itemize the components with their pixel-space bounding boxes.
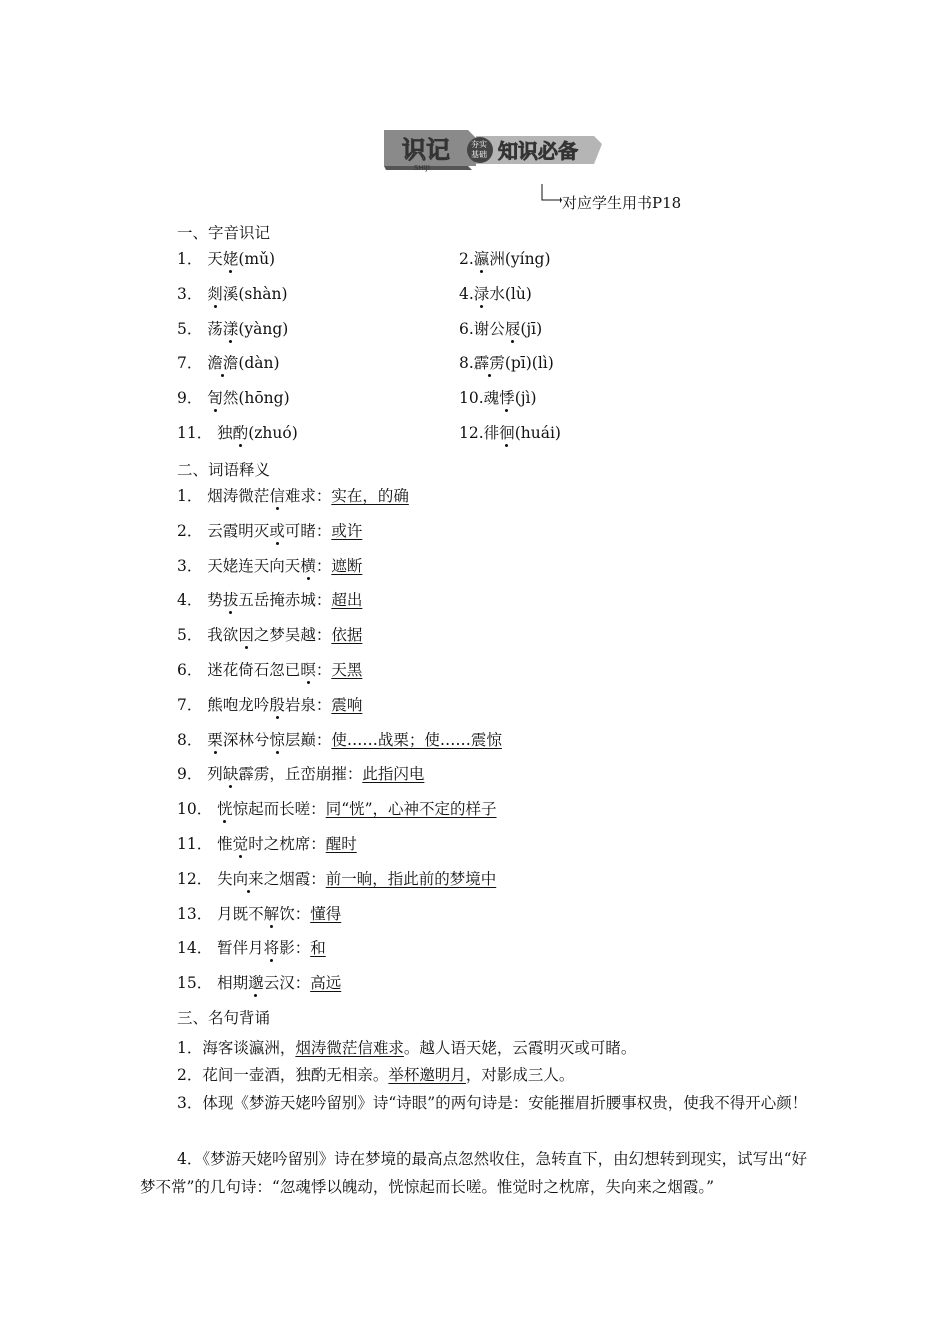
item-pinyin: (zhuó) <box>248 424 298 442</box>
item-pinyin: (jī) <box>520 319 543 338</box>
item-text: 难求： <box>284 487 332 505</box>
definition-answer: 超出 <box>331 591 363 610</box>
item-pinyin: (yàng) <box>238 319 289 338</box>
section-2-title: 二、词语释义 <box>177 461 271 479</box>
definition-item <box>177 834 357 854</box>
pronunciation-item <box>177 249 275 269</box>
item-text: 荡 <box>207 319 223 338</box>
item-number: 14． <box>177 939 218 958</box>
definition-item <box>177 695 362 715</box>
item-number: 12. <box>459 424 484 442</box>
emphasis-char: 缺 <box>222 765 239 784</box>
item-number: 5． <box>177 626 208 645</box>
definition-answer: 高远 <box>310 974 342 993</box>
emphasis-char: 或 <box>269 521 285 540</box>
recitation-item <box>177 1061 809 1089</box>
pronunciation-item <box>459 249 551 269</box>
banner-small-2: 基础 <box>471 150 487 159</box>
item-number: 13． <box>177 904 218 923</box>
item-text: 花间一壶酒，独酌无相亲。 <box>202 1066 389 1084</box>
item-number: 6． <box>177 661 208 679</box>
item-number: 4． <box>177 591 208 610</box>
pronunciation-item <box>177 319 288 339</box>
recitation-item <box>177 1034 809 1062</box>
banner-sub: SHIJI <box>414 164 430 172</box>
item-pinyin: (huái) <box>514 424 561 442</box>
emphasis-char: 因 <box>238 626 254 645</box>
definition-item <box>177 973 341 993</box>
item-text: ： <box>315 661 332 679</box>
pronunciation-item <box>459 319 542 339</box>
emphasis-char: 渌 <box>473 284 490 303</box>
emphasis-char: 霹雳 <box>473 354 505 373</box>
item-number: 3． <box>177 556 208 575</box>
emphasis-char: 訇 <box>207 389 223 408</box>
definition-item <box>177 938 326 958</box>
item-text: 。越人语天姥，云霞明灭或可睹。 <box>403 1039 637 1057</box>
item-pinyin: 溪(shàn) <box>222 284 288 303</box>
emphasis-char: 惊 <box>269 730 285 749</box>
emphasis-char: 瀛 <box>473 250 490 268</box>
emphasis-char: 徊 <box>499 424 515 442</box>
emphasis-char: 殷 <box>269 695 285 714</box>
emphasis-char: 向来 <box>232 869 264 888</box>
item-text: 迷花倚石忽已 <box>207 661 301 679</box>
item-text: 我欲 <box>207 626 239 645</box>
item-pinyin: (jì) <box>514 389 537 408</box>
section-1-title: 一、字音识记 <box>177 224 271 242</box>
item-pinyin: (mǔ) <box>238 250 276 268</box>
item-number: 9． <box>177 389 208 408</box>
item-text: 《梦游天姥吟留别》诗在梦境的最高点忽然收住，急转直下，由幻想转到现实，试写出“好梦不常”的几句诗：“忽魂悸以魄动，恍惊起而长嗟。惟觉时之枕席，失向来之烟霞。” <box>140 1150 808 1196</box>
item-text: 影： <box>279 939 311 958</box>
definition-item <box>177 764 424 784</box>
emphasis-char: 屐 <box>504 319 521 338</box>
item-number: 2． <box>177 1066 203 1084</box>
pronunciation-item <box>177 388 290 408</box>
recitation-answer: 举杯邀明月 <box>388 1066 466 1084</box>
item-text: 失 <box>217 869 233 888</box>
banner-main-2: 知识必备 <box>498 139 578 163</box>
item-number: 3． <box>177 284 208 303</box>
emphasis-char: 姥 <box>222 250 239 268</box>
definition-item <box>177 486 409 506</box>
item-number: 9． <box>177 765 208 784</box>
item-number: 1． <box>177 1039 203 1057</box>
item-number: 10． <box>177 800 218 819</box>
definition-answer: 实在，的确 <box>331 487 409 505</box>
emphasis-char: 剡 <box>207 284 223 303</box>
item-text: 体现《梦游天姥吟留别》诗“诗眼”的两句诗是：安能摧眉折腰事权贵，使我不得开心颜！ <box>202 1094 808 1112</box>
item-text: 惊起而长嗟： <box>232 800 326 819</box>
item-text: 谢公 <box>473 319 505 338</box>
emphasis-char: 暝 <box>300 661 316 679</box>
item-text: 云汉： <box>263 974 311 993</box>
item-text: 之梦吴越： <box>253 626 332 645</box>
item-text: 深林兮 <box>222 730 270 749</box>
item-text: 之烟霞： <box>263 869 326 888</box>
item-number: 11． <box>177 424 218 442</box>
definition-answer: 此指闪电 <box>362 765 425 784</box>
emphasis-char: 澹澹 <box>207 354 239 373</box>
emphasis-char: 邈 <box>248 974 264 993</box>
definition-answer: 使……战栗；使……震惊 <box>331 730 502 749</box>
pronunciation-item <box>177 284 288 304</box>
pronunciation-item <box>459 353 554 373</box>
item-text: 岩泉： <box>284 695 332 714</box>
emphasis-char: 栗 <box>207 730 223 749</box>
definition-item <box>177 730 502 750</box>
item-text: 天 <box>207 250 223 268</box>
item-pinyin: 水(lù) <box>489 284 532 303</box>
item-text: 海客谈瀛洲， <box>202 1039 296 1057</box>
emphasis-char: 漾 <box>222 319 239 338</box>
recitation-item <box>140 1145 809 1201</box>
item-number: 6. <box>459 319 474 338</box>
item-text: ，对影成三人。 <box>465 1066 575 1084</box>
definition-answer: 醒时 <box>325 835 357 853</box>
item-number: 12． <box>177 869 218 888</box>
item-pinyin: (dàn) <box>238 354 280 373</box>
emphasis-char: 恍 <box>217 800 233 819</box>
item-pinyin: 然(hōng) <box>222 389 290 408</box>
banner-small-1: 夯实 <box>471 140 487 149</box>
item-number: 1． <box>177 250 208 268</box>
item-text: 天姥连天向天 <box>207 556 301 575</box>
definition-item <box>177 869 496 889</box>
emphasis-char: 将 <box>263 939 280 958</box>
item-text: 魂 <box>483 389 500 408</box>
item-number: 10. <box>459 389 484 408</box>
pronunciation-item <box>177 423 298 443</box>
item-number: 15． <box>177 974 218 993</box>
emphasis-char: 拔 <box>222 591 239 610</box>
emphasis-char: 信 <box>269 487 285 505</box>
definition-item <box>177 799 497 819</box>
item-text: 相期 <box>217 974 249 993</box>
item-text: 可睹： <box>284 521 332 540</box>
item-text: 层巅： <box>284 730 332 749</box>
definition-answer: 遮断 <box>331 556 363 575</box>
item-number: 3． <box>177 1094 203 1112</box>
emphasis-char: 酌 <box>232 424 249 442</box>
item-number: 7． <box>177 695 208 714</box>
definition-item <box>177 660 362 680</box>
item-text: 烟涛微茫 <box>207 487 270 505</box>
item-pinyin: 洲(yíng) <box>489 250 551 268</box>
item-text: 独 <box>217 424 233 442</box>
item-text: 月既不 <box>217 904 264 923</box>
definition-answer: 震响 <box>331 695 363 714</box>
recitation-answer: 烟涛微茫信难求 <box>295 1039 404 1057</box>
item-text: ： <box>315 556 332 575</box>
definition-item <box>177 590 362 610</box>
definition-answer: 懂得 <box>310 904 342 923</box>
definition-answer: 同“恍”，心神不定的样子 <box>325 800 497 819</box>
item-text: 云霞明灭 <box>207 521 270 540</box>
pronunciation-item <box>459 284 532 304</box>
item-text: 饮： <box>279 904 311 923</box>
item-text: 惟 <box>217 835 233 853</box>
definition-item <box>177 521 362 541</box>
item-text: 徘 <box>483 424 500 442</box>
item-text: 霹雳，丘峦崩摧： <box>238 765 363 784</box>
item-text: 势 <box>207 591 223 610</box>
item-number: 2． <box>177 521 208 540</box>
definition-item <box>177 904 341 924</box>
section-3-title: 三、名句背诵 <box>177 1009 271 1027</box>
item-text: 列 <box>207 765 223 784</box>
emphasis-char: 觉 <box>232 835 249 853</box>
item-text: 五岳掩赤城： <box>238 591 332 610</box>
section-banner <box>380 128 604 172</box>
item-number: 8. <box>459 354 474 373</box>
definition-item <box>177 625 362 645</box>
definition-answer: 或许 <box>331 521 363 540</box>
item-number: 1． <box>177 487 208 505</box>
pronunciation-item <box>459 423 561 443</box>
item-text: 熊咆龙吟 <box>207 695 270 714</box>
item-number: 4. <box>459 284 474 303</box>
item-pinyin: (pī)(lì) <box>504 354 554 373</box>
emphasis-char: 解 <box>263 904 280 923</box>
item-number: 8． <box>177 730 208 749</box>
recitation-item <box>140 1089 809 1117</box>
pronunciation-item <box>177 353 280 373</box>
item-number: 7． <box>177 354 208 373</box>
item-number: 5． <box>177 319 208 338</box>
definition-answer: 和 <box>310 939 326 958</box>
banner-main-1: 识记 <box>402 136 450 164</box>
emphasis-char: 悸 <box>499 389 515 408</box>
item-number: 4． <box>177 1150 203 1168</box>
item-number: 2. <box>459 250 474 268</box>
definition-item <box>177 556 362 576</box>
pronunciation-item <box>459 388 537 408</box>
emphasis-char: 横 <box>300 556 316 575</box>
definition-answer: 依据 <box>331 626 363 645</box>
item-number: 11． <box>177 835 218 853</box>
definition-answer: 天黑 <box>331 661 363 679</box>
arrow-icon <box>540 184 562 204</box>
item-text: 暂伴月 <box>217 939 264 958</box>
page-reference: 对应学生用书P18 <box>562 194 682 212</box>
definition-answer: 前一晌，指此前的梦境中 <box>325 869 497 888</box>
item-text: 时之枕席： <box>248 835 326 853</box>
